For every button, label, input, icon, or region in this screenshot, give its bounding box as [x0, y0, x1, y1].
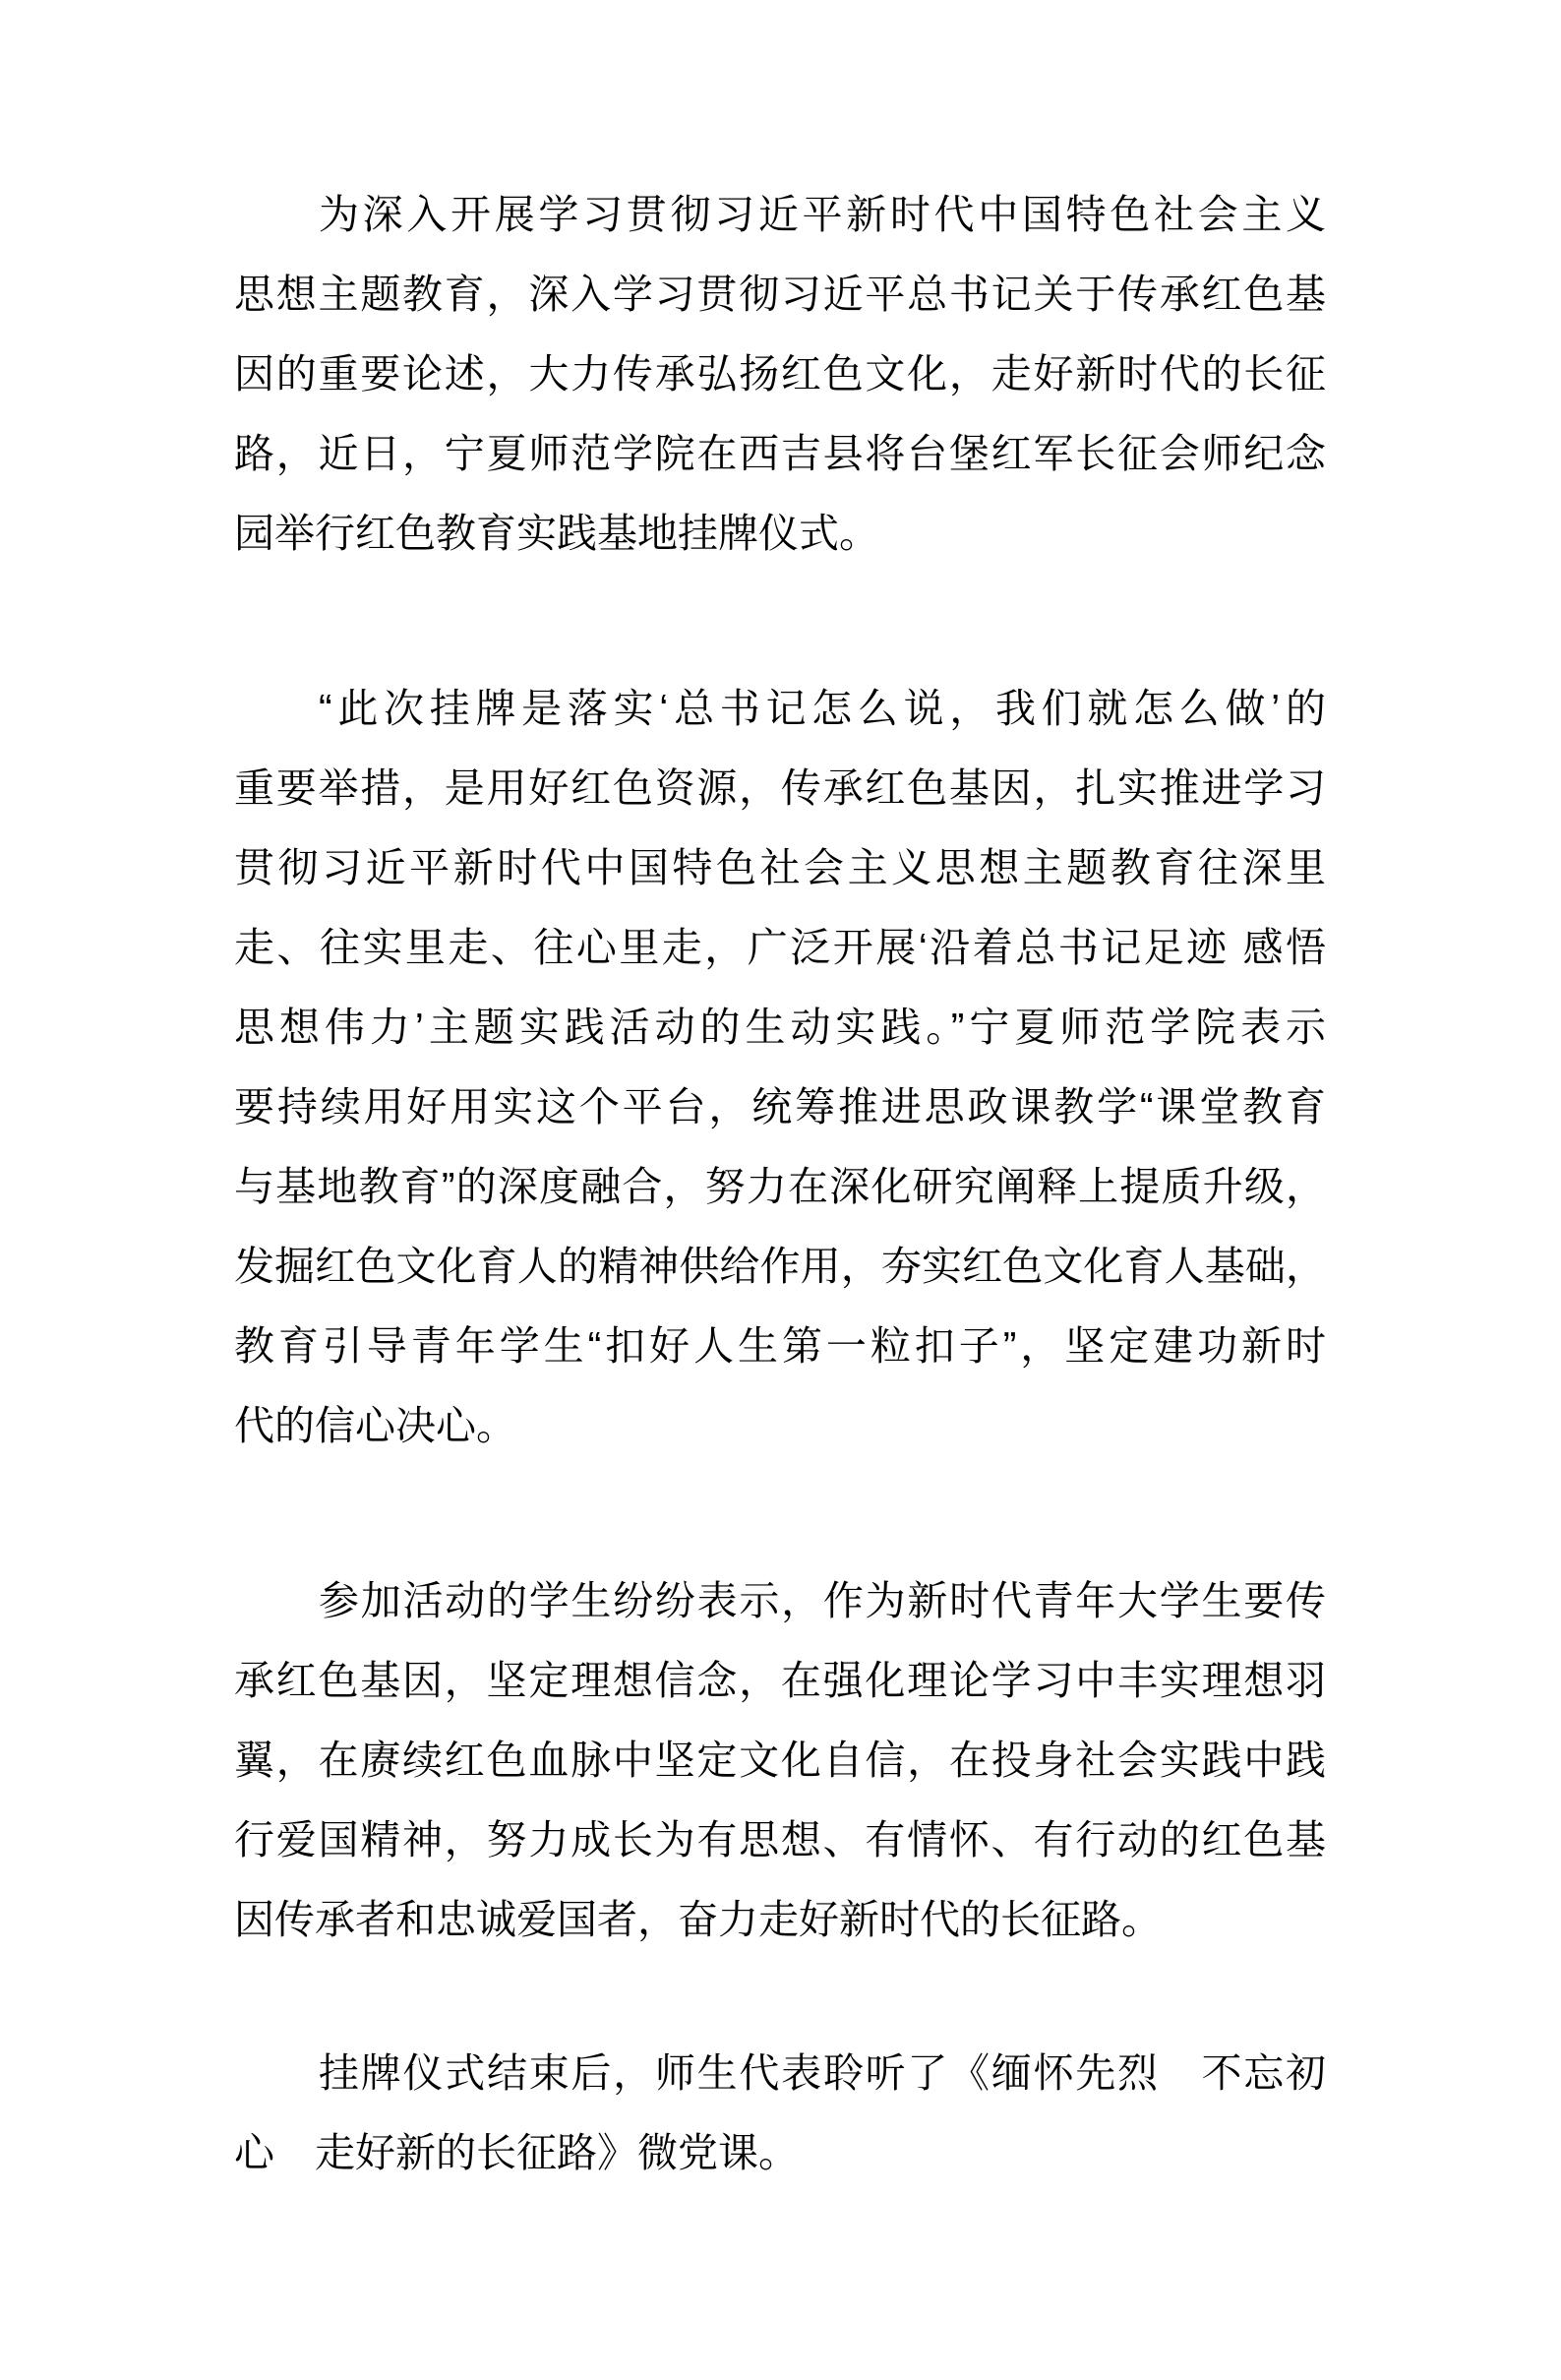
text-line: 路，近日，宁夏师范学院在西吉县将台堡红军长征会师纪念	[234, 431, 1326, 476]
text-line: 走、往实里走、往心里走，广泛开展‘沿着总书记足迹 感悟	[234, 925, 1326, 970]
paragraph-3	[234, 1561, 1326, 1960]
text-line: 与基地教育”的深度融合，努力在深化研究阐释上提质升级，	[234, 1164, 1326, 1209]
text-line: 代的信心决心。	[234, 1403, 516, 1448]
paragraph-4	[234, 2034, 1326, 2193]
text-line: 发掘红色文化育人的精神供给作用，夯实红色文化育人基础，	[234, 1244, 1326, 1289]
text-line: 思想伟力’主题实践活动的生动实践。”宁夏师范学院表示	[234, 1005, 1326, 1050]
text-line: 参加活动的学生纷纷表示，作为新时代青年大学生要传	[319, 1578, 1326, 1623]
text-line: 翼，在赓续红色血脉中坚定文化自信，在投身社会实践中践	[234, 1738, 1326, 1783]
text-line: “此次挂牌是落实‘总书记怎么说，我们就怎么做’的	[319, 686, 1326, 731]
text-line: 重要举措，是用好红色资源，传承红色基因，扎实推进学习	[234, 765, 1326, 811]
text-line: 因传承者和忠诚爱国者，奋力走好新时代的长征路。	[234, 1897, 1162, 1942]
text-line: 贯彻习近平新时代中国特色社会主义思想主题教育往深里	[234, 845, 1326, 890]
text-line: 要持续用好用实这个平台，统筹推进思政课教学“课堂教育	[234, 1084, 1326, 1129]
text-line: 心 走好新的长征路》微党课。	[234, 2130, 799, 2175]
text-line: 思想主题教育，深入学习贯彻习近平总书记关于传承红色基	[234, 272, 1326, 317]
paragraph-1	[234, 175, 1326, 574]
text-line: 园举行红色教育实践基地挂牌仪式。	[234, 511, 879, 556]
paragraph-2	[234, 669, 1326, 1466]
text-line: 教育引导青年学生“扣好人生第一粒扣子”，坚定建功新时	[234, 1323, 1326, 1369]
text-line: 为深入开展学习贯彻习近平新时代中国特色社会主义	[319, 192, 1326, 237]
text-line: 承红色基因，坚定理想信念，在强化理论学习中丰实理想羽	[234, 1658, 1326, 1703]
text-line: 因的重要论述，大力传承弘扬红色文化，走好新时代的长征	[234, 351, 1326, 397]
article-body	[234, 175, 1326, 2193]
text-line: 挂牌仪式结束后，师生代表聆听了《缅怀先烈 不忘初	[319, 2050, 1326, 2096]
text-line: 行爱国精神，努力成长为有思想、有情怀、有行动的红色基	[234, 1817, 1326, 1862]
